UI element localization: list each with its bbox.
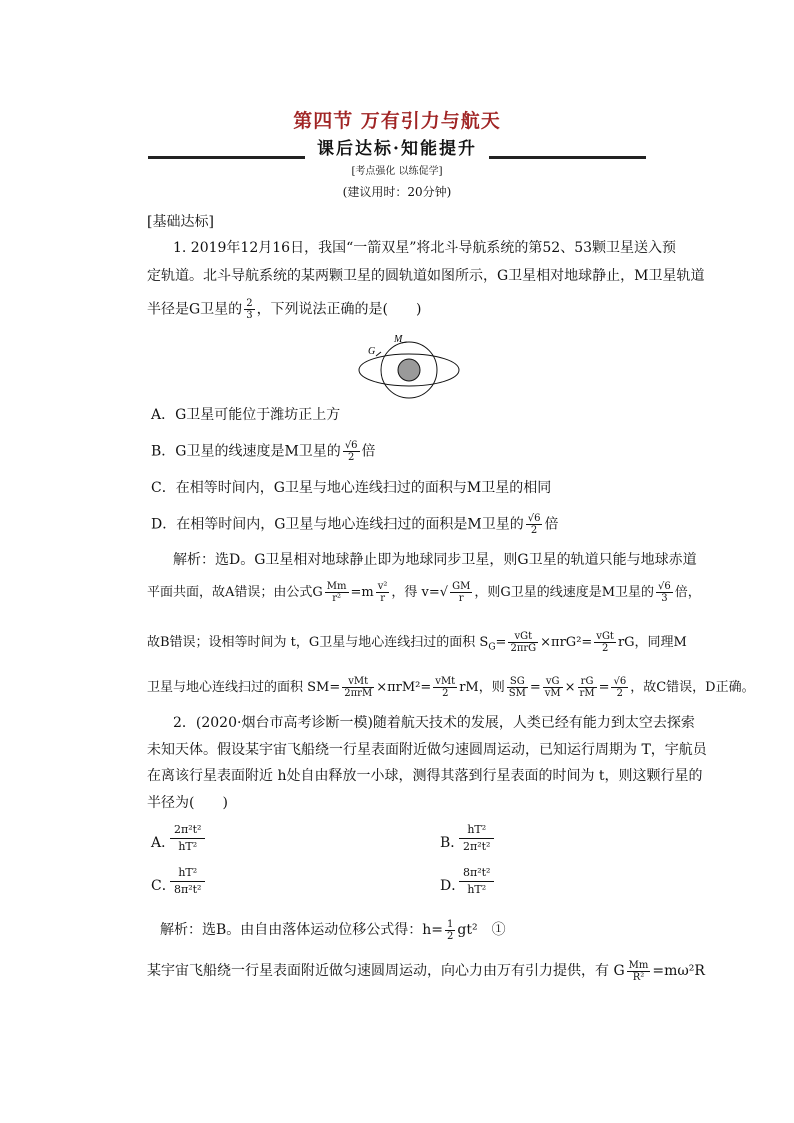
frac-den: hT² — [178, 840, 198, 853]
frac — [507, 676, 528, 699]
frac — [325, 581, 349, 604]
frac-den: 2πrG — [510, 643, 537, 654]
frac-num: √6 — [344, 440, 358, 451]
text: rM，则 — [459, 680, 505, 695]
q2-line3: 在离该行星表面附近 h处自由释放一小球，测得其落到行星表面的时间为 t，则这颗行星的 — [147, 768, 703, 784]
frac-den: 2 — [616, 688, 624, 699]
sol1-line1: 解析：选D。G卫星相对地球静止即为地球同步卫星，则G卫星的轨道只能与地球赤道 — [173, 552, 697, 568]
frac-num: rG — [578, 676, 597, 688]
q1-option-c: C．在相等时间内，G卫星与地心连线扫过的面积与M卫星的相同 — [151, 480, 552, 496]
frac-den: r — [380, 593, 385, 604]
text: ，得 v=√ — [391, 585, 449, 600]
q1-option-b — [151, 440, 376, 463]
text: = — [529, 680, 541, 695]
text: ，故C错误，D正确。 — [630, 680, 755, 695]
frac-den: 2πrM — [344, 688, 373, 699]
fig-label-g: G — [368, 346, 376, 357]
text: 卫星与地心连线扫过的面积 SM= — [147, 680, 341, 695]
q1-line3-text-b: ，下列说法正确的是( ) — [256, 301, 422, 318]
sol2-line1 — [160, 917, 506, 943]
frac-num: hT² — [459, 822, 494, 839]
sol1-line2 — [147, 580, 701, 606]
frac-num: vG — [543, 676, 563, 688]
frac-num: √6 — [658, 581, 671, 592]
frac-num: √6 — [527, 513, 541, 524]
q2-option-b-frac — [459, 822, 494, 855]
g-arrow-icon — [376, 352, 381, 356]
frac-num: vMt — [435, 676, 456, 687]
q2-option-d-label: D． — [440, 878, 466, 894]
frac-den: vM — [544, 688, 561, 699]
frac-den: hT² — [467, 883, 487, 896]
frac — [376, 581, 390, 604]
section-title: 第四节 万有引力与航天 — [293, 110, 501, 132]
frac-den: 2 — [601, 643, 609, 654]
q1-option-b-tail: 倍 — [361, 443, 376, 460]
banner-heading — [0, 134, 794, 159]
frac — [543, 676, 563, 699]
q1-option-a: A．G卫星可能位于潍坊正上方 — [151, 407, 341, 423]
frac-den: 2π²t² — [463, 840, 491, 853]
text: 平面共面，故A错误；由公式G — [147, 585, 323, 600]
q2-line1: 2．(2020·烟台市高考诊断一模)随着航天技术的发展，人类已经有能力到太空去探索 — [173, 715, 695, 731]
q1-fraction-num: 2 — [246, 298, 253, 309]
frac-den: rM — [579, 688, 595, 699]
frac — [508, 631, 538, 654]
orbit-diagram — [354, 334, 464, 410]
frac-num: Mm — [628, 959, 649, 971]
frac — [342, 676, 374, 699]
text: = — [598, 680, 610, 695]
frac-den: 2 — [447, 930, 454, 942]
frac — [656, 581, 673, 604]
q2-option-a-frac — [170, 822, 205, 855]
frac-num: v² — [377, 581, 388, 592]
text: =mω²R — [652, 963, 705, 979]
frac-num: hT² — [170, 865, 205, 882]
q2-option-d-frac — [459, 865, 494, 898]
frac-num: SG — [507, 676, 528, 688]
text: rG，同理M — [617, 635, 687, 650]
text: × — [564, 680, 576, 695]
frac-den: 3 — [661, 593, 668, 604]
q2-option-c-frac — [170, 865, 205, 898]
q1-line3 — [147, 298, 422, 321]
frac — [433, 676, 457, 699]
text: =m — [350, 585, 374, 600]
frac-num: 1 — [447, 918, 454, 930]
q1-option-d — [151, 513, 558, 536]
frac-num: vMt — [342, 676, 374, 688]
frac-den: 2 — [530, 525, 538, 536]
text: = — [495, 635, 507, 650]
frac-num: 2π²t² — [170, 822, 205, 839]
frac-num: GM — [452, 581, 471, 592]
q1-line1: 1. 2019年12月16日，我国“一箭双星”将北斗导航系统的第52、53颗卫星送入预 — [173, 240, 677, 256]
frac-den: r — [458, 593, 464, 604]
frac-den: 2 — [347, 452, 355, 463]
q2-option-b-label: B． — [440, 835, 465, 851]
sol2-line2 — [147, 958, 705, 984]
frac — [578, 676, 597, 699]
tag-line: [考点强化 以练促学] — [351, 166, 443, 177]
text: 解析：选B。由自由落体运动位移公式得：h= — [160, 922, 444, 938]
section-label: [基础达标] — [147, 214, 214, 230]
text: 故B错误；设相等时间为 t，G卫星与地心连线扫过的面积 S — [147, 635, 489, 650]
q1-fraction — [244, 298, 254, 321]
q1-fraction-den: 3 — [246, 310, 253, 321]
frac-den: 8π²t² — [174, 883, 202, 896]
sol1-line4 — [147, 675, 755, 701]
sol1-line3 — [147, 630, 687, 661]
suggested-time: (建议用时：20分钟) — [342, 185, 452, 199]
q1-line3-text-a: 半径是G卫星的 — [147, 301, 243, 318]
q2-option-c-label: C． — [151, 878, 176, 894]
frac — [611, 676, 628, 699]
q2-option-a-label: A． — [151, 835, 176, 851]
text: ×πrG²= — [540, 635, 593, 650]
frac-den: 2 — [442, 688, 449, 699]
earth-disc — [398, 359, 420, 381]
frac-num: √6 — [613, 676, 627, 687]
q1-option-b-text: B．G卫星的线速度是M卫星的 — [151, 443, 341, 460]
frac — [594, 631, 616, 654]
text: ，则G卫星的线速度是M卫星的 — [474, 585, 655, 600]
text: 倍， — [674, 585, 701, 600]
q1-option-d-frac — [526, 513, 543, 536]
q1-option-b-frac — [343, 440, 360, 463]
frac — [445, 919, 455, 942]
frac-num: Mm — [326, 581, 347, 592]
text: 某宇宙飞船绕一行星表面附近做匀速圆周运动，向心力由万有引力提供，有 G — [147, 963, 625, 979]
text: gt² ① — [457, 922, 506, 938]
frac-num: vGt — [596, 631, 614, 642]
frac-num: 8π²t² — [459, 865, 494, 882]
q1-option-d-tail: 倍 — [544, 516, 559, 533]
frac-num: vGt — [508, 631, 538, 643]
q2-line4: 半径为( ) — [147, 795, 228, 811]
text: ×πrM²= — [376, 680, 432, 695]
frac — [450, 581, 472, 604]
q1-line2: 定轨道。北斗导航系统的某两颗卫星的圆轨道如图所示，G卫星相对地球静止，M卫星轨道 — [147, 268, 705, 284]
banner-text: 课后达标·知能提升 — [305, 139, 489, 159]
fig-label-m: M — [394, 334, 403, 345]
frac-den: R² — [632, 971, 645, 983]
q1-option-d-text: D．在相等时间内，G卫星与地心连线扫过的面积是M卫星的 — [151, 516, 524, 533]
q2-line2: 未知天体。假设某宇宙飞船绕一行星表面附近做匀速圆周运动，已知运行周期为 T，宇航员 — [147, 742, 707, 758]
frac-den: r² — [332, 593, 342, 604]
frac-den: SM — [508, 688, 526, 699]
subscript: G — [488, 642, 496, 653]
frac — [627, 960, 651, 983]
